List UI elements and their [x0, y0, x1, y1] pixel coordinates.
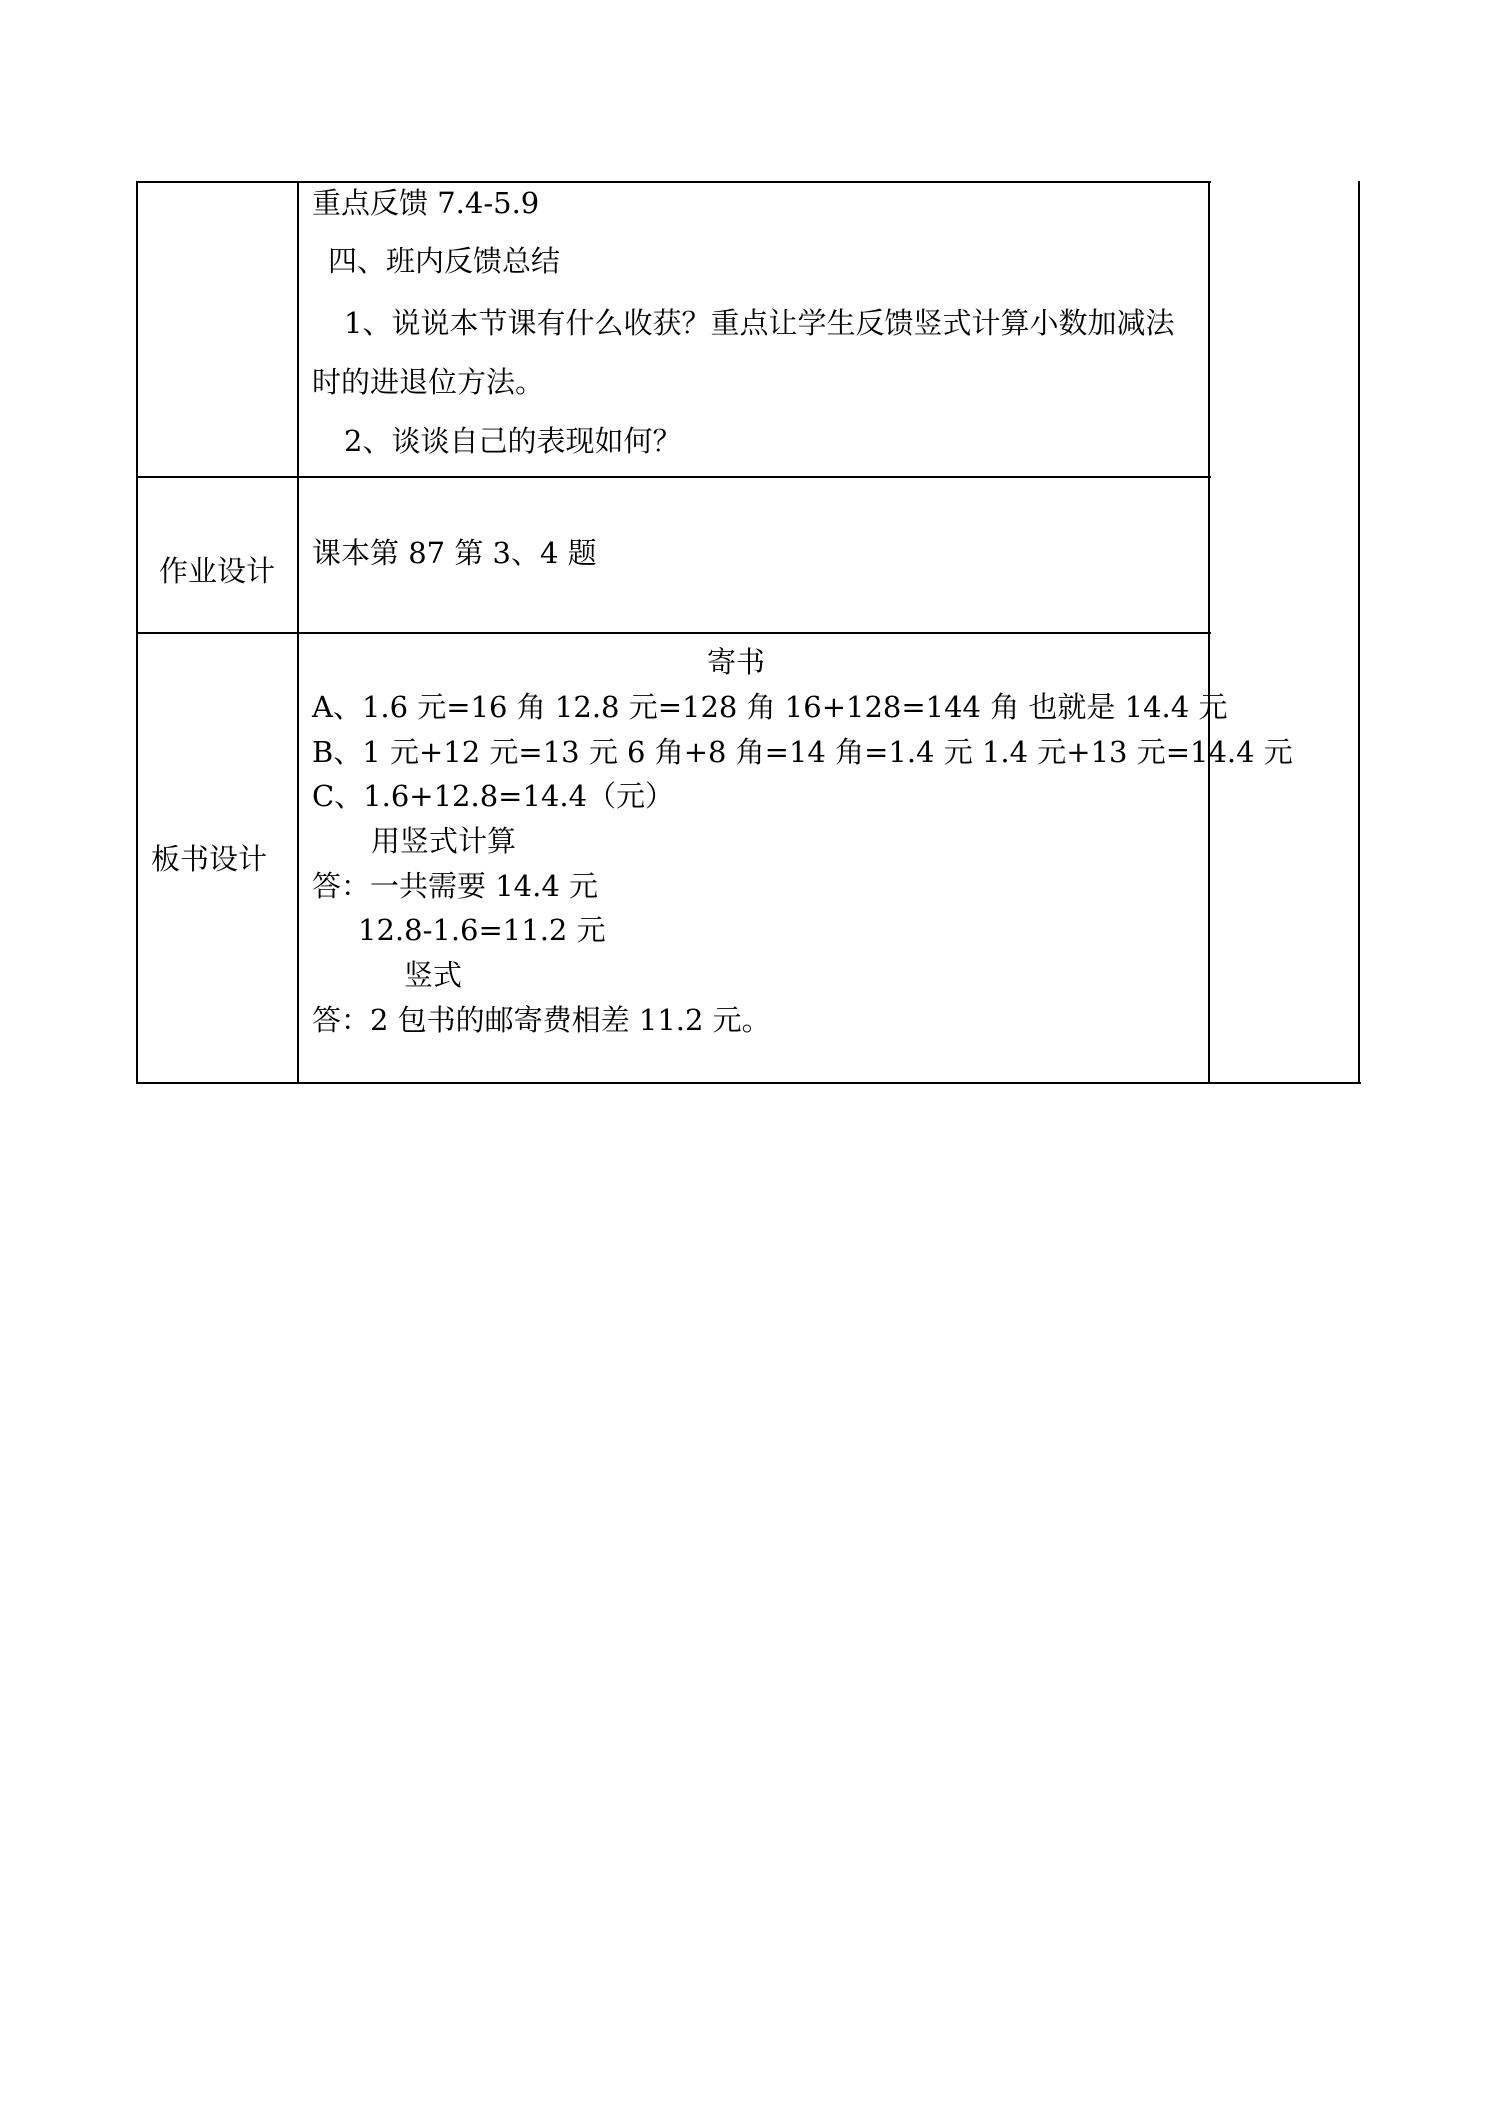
table-bottom-border [136, 1082, 1361, 1084]
feedback-line-2: 四、班内反馈总结 [328, 244, 561, 278]
homework-content: 课本第 87 第 3、4 题 [312, 536, 597, 570]
table-left-border [136, 181, 138, 1084]
board-title: 寄书 [707, 645, 766, 679]
board-answer-1: 答：一共需要 14.4 元 [312, 869, 599, 903]
board-answer-2: 答：2 包书的邮寄费相差 11.2 元。 [312, 1003, 771, 1037]
board-line-vertical: 竖式 [404, 958, 463, 992]
feedback-line-5: 2、谈谈自己的表现如何？ [344, 424, 682, 458]
feedback-line-4: 时的进退位方法。 [312, 365, 545, 399]
board-label: 板书设计 [151, 842, 268, 876]
board-line-vertical-calc: 用竖式计算 [371, 824, 517, 858]
outer-right-border [1358, 181, 1360, 1084]
label-column-divider [297, 181, 299, 1084]
board-line-a: A、1.6 元=16 角 12.8 元=128 角 16+128=144 角 也就是 14.4 元 [312, 690, 1228, 724]
content-column-divider [1208, 181, 1210, 1084]
board-line-b: B、1 元+12 元=13 元 6 角+8 角=14 角=1.4 元 1.4 元+13 元=14.4 元 [312, 735, 1293, 769]
board-line-c: C、1.6+12.8=14.4（元） [312, 779, 675, 813]
feedback-line-3: 1、说说本节课有什么收获？重点让学生反馈竖式计算小数加减法 [344, 306, 1175, 340]
feedback-line-1: 重点反馈 7.4-5.9 [312, 186, 540, 220]
board-line-subtraction: 12.8-1.6=11.2 元 [358, 913, 606, 947]
homework-label: 作业设计 [159, 554, 276, 588]
